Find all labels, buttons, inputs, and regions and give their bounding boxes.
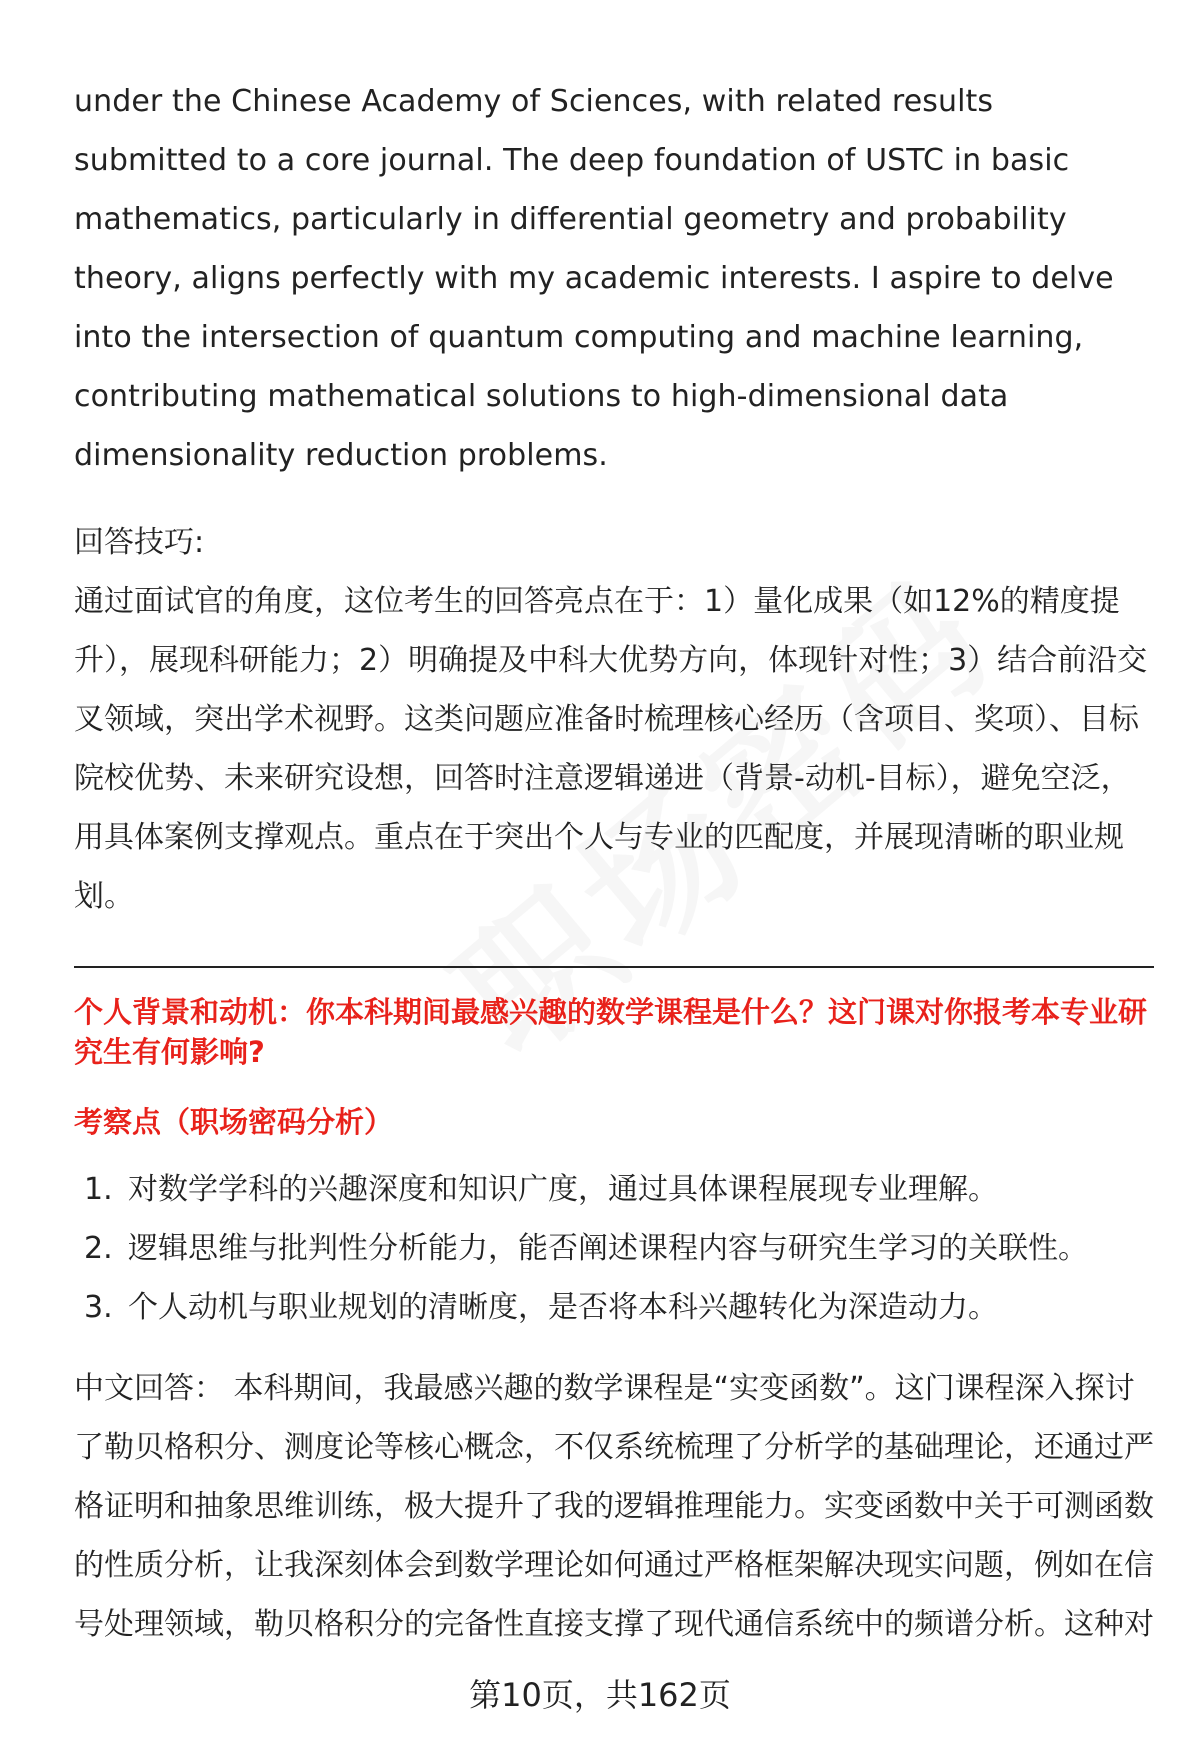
document-page (74, 72, 1154, 1654)
focus-point-number: 3. (84, 1290, 113, 1325)
focus-point (74, 1219, 1154, 1278)
focus-point-text: 对数学学科的兴趣深度和知识广度，通过具体课程展现专业理解。 (128, 1172, 998, 1207)
section-divider (74, 966, 1154, 968)
focus-point-text: 个人动机与职业规划的清晰度，是否将本科兴趣转化为深造动力。 (128, 1290, 998, 1325)
focus-point-number: 1. (84, 1172, 113, 1207)
focus-point (74, 1160, 1154, 1219)
focus-point-text: 逻辑思维与批判性分析能力，能否阐述课程内容与研究生学习的关联性。 (128, 1231, 1088, 1266)
focus-point (74, 1278, 1154, 1337)
answer-paragraph: 中文回答： 本科期间，我最感兴趣的数学课程是“实变函数”。这门课程深入探讨了勒贝格积分、测度论等核心概念，不仅系统梳理了分析学的基础理论，还通过严格证明和抽象思维训练，极大提升了我的逻辑推理能力。实变函数中关于可测函数的性质分析，让我深刻体会到数学理论如何通过严格框架解决现实问题，例如在信号处理领域，勒贝格积分的完备性直接支撑了现代通信系统中的频谱分析。这种对 (74, 1371, 1154, 1642)
intro-paragraph: under the Chinese Academy of Sciences, with related results submitted to a core journal. The deep foundation of USTC in basic mathematics, particularly in differential geometry and probability theory, aligns perfectly with my academic interests. I aspire to delve into the intersection of quantum computing and machine learning, contributing mathematical solutions to high-dimensional data dimensionality reduction problems. (74, 84, 1114, 473)
question-heading: 个人背景和动机：你本科期间最感兴趣的数学课程是什么？这门课对你报考本专业研究生有何影响? (74, 995, 1148, 1069)
focus-title: 考察点（职场密码分析） (74, 1105, 394, 1139)
tips-body: 通过面试官的角度，这位考生的回答亮点在于：1）量化成果（如12%的精度提升），展现科研能力；2）明确提及中科大优势方向，体现针对性；3）结合前沿交叉领域，突出学术视野。这类问题应准备时梳理核心经历（含项目、奖项）、目标院校优势、未来研究设想，回答时注意逻辑递进（背景-动机-目标），避免空泛，用具体案例支撑观点。重点在于突出个人与专业的匹配度，并展现清晰的职业规划。 (74, 584, 1148, 914)
focus-points-list (74, 1160, 1154, 1337)
page-number-footer: 第10页，共162页 (469, 1676, 731, 1714)
focus-point-number: 2. (84, 1231, 113, 1266)
tips-label: 回答技巧: (74, 525, 205, 560)
